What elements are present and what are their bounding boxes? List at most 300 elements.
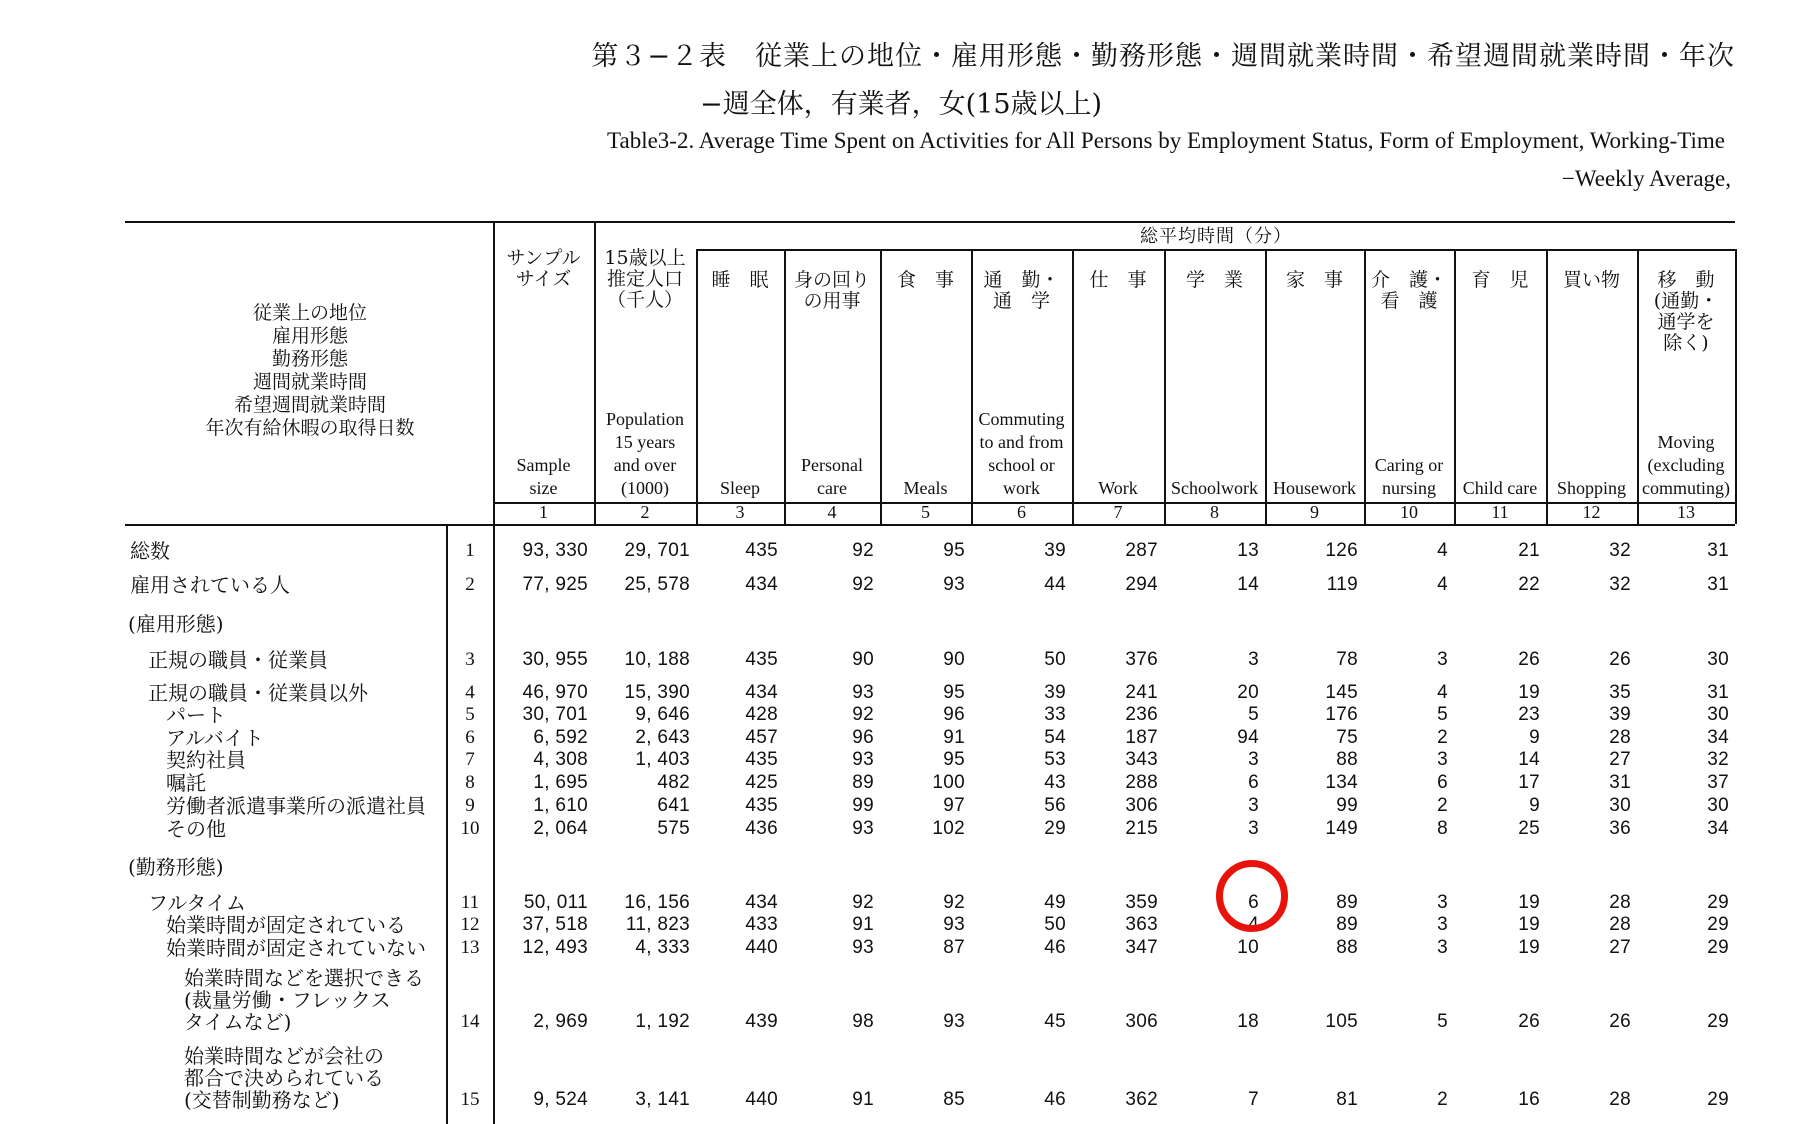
table-cell: 10 — [1237, 937, 1259, 958]
table-cell: 49 — [1044, 892, 1066, 913]
table-cell: 87 — [943, 937, 965, 958]
table-cell: 2, 064 — [533, 818, 588, 839]
table-cell: 126 — [1325, 540, 1358, 561]
row-number: 5 — [465, 704, 475, 725]
table-cell: 29 — [1707, 892, 1729, 913]
table-cell: 9, 524 — [533, 1089, 588, 1110]
column-number: 6 — [1017, 502, 1026, 522]
table-cell: 30, 701 — [522, 704, 588, 725]
column-header-en — [1265, 477, 1364, 500]
table-cell: 2 — [1437, 727, 1448, 748]
table-cell: 94 — [1237, 727, 1259, 748]
column-header-jp-line: （千人） — [606, 289, 683, 311]
table-title-en-line2: −Weekly Average, — [1561, 166, 1731, 191]
row-number: 4 — [465, 682, 475, 703]
column-header-en-line: Population — [605, 409, 684, 429]
column-header-en-line: nursing — [1382, 478, 1436, 498]
table-cell: 20 — [1237, 682, 1259, 703]
table-cell: 25, 578 — [624, 574, 690, 595]
table-cell: 436 — [745, 818, 778, 839]
table-cell: 32 — [1707, 749, 1729, 770]
table-cell: 482 — [657, 772, 690, 793]
column-header-en — [880, 477, 971, 500]
stub-header-line: 勤務形態 — [271, 348, 348, 370]
table-cell: 53 — [1044, 749, 1066, 770]
table-cell: 26 — [1609, 649, 1631, 670]
table-cell: 363 — [1125, 914, 1158, 935]
column-header-en-line: to and from — [979, 432, 1064, 452]
row-label — [148, 892, 246, 914]
table-cell: 3 — [1437, 914, 1448, 935]
row-label — [166, 914, 406, 936]
table-cell: 88 — [1336, 749, 1358, 770]
column-header-en — [696, 477, 784, 500]
column-header-jp — [1072, 270, 1164, 291]
row-label — [166, 749, 246, 771]
table-cell: 1, 695 — [533, 772, 588, 793]
table-cell: 30 — [1707, 795, 1729, 816]
column-header-jp-line: 推定人口 — [606, 268, 683, 290]
row-number: 11 — [460, 892, 480, 913]
table-cell: 29 — [1707, 937, 1729, 958]
row-label-line: パート — [166, 703, 226, 727]
table-cell: 440 — [745, 1089, 778, 1110]
column-header-en — [493, 454, 594, 500]
table-cell: 433 — [745, 914, 778, 935]
column-header-en-line: Personal — [801, 455, 863, 475]
group-rule — [696, 249, 1735, 251]
table-cell: 56 — [1044, 795, 1066, 816]
table-cell: 434 — [745, 892, 778, 913]
table-cell: 14 — [1237, 574, 1259, 595]
table-cell: 3 — [1437, 749, 1448, 770]
column-header-jp-line: 介 護・ — [1370, 269, 1447, 291]
table-cell: 29 — [1707, 1089, 1729, 1110]
column-divider — [493, 221, 495, 1124]
table-cell: 31 — [1609, 772, 1631, 793]
table-cell: 19 — [1518, 914, 1540, 935]
table-cell: 5 — [1248, 704, 1259, 725]
table-cell: 288 — [1125, 772, 1158, 793]
table-cell: 46 — [1044, 937, 1066, 958]
column-header-jp-line: 学 業 — [1185, 269, 1243, 291]
table-cell: 92 — [852, 704, 874, 725]
row-label — [128, 856, 224, 878]
column-header-jp — [971, 270, 1072, 312]
column-header-en-line: Work — [1098, 478, 1138, 498]
table-cell: 3 — [1437, 649, 1448, 670]
header-bottom-full-rule — [125, 524, 1735, 526]
table-cell: 26 — [1518, 649, 1540, 670]
column-header-en-line: Moving — [1657, 432, 1715, 452]
table-cell: 435 — [745, 749, 778, 770]
table-cell: 3 — [1248, 649, 1259, 670]
column-number: 2 — [640, 502, 650, 522]
table-cell: 9 — [1529, 795, 1540, 816]
column-header-jp-line: 身の回り — [793, 269, 870, 291]
table-cell: 99 — [852, 795, 874, 816]
column-header-jp — [1637, 270, 1735, 354]
table-cell: 2, 643 — [635, 727, 690, 748]
table-cell: 23 — [1518, 704, 1540, 725]
row-label — [128, 613, 224, 635]
table-cell: 145 — [1325, 682, 1358, 703]
table-cell: 50 — [1044, 914, 1066, 935]
table-cell: 92 — [852, 574, 874, 595]
table-cell: 306 — [1125, 795, 1158, 816]
row-number: 8 — [465, 772, 475, 793]
column-header-jp-line: サンプル — [506, 247, 581, 269]
column-header-en-line: Child care — [1462, 478, 1538, 498]
column-number: 10 — [1400, 502, 1418, 522]
table-cell: 34 — [1707, 818, 1729, 839]
table-cell: 4, 308 — [533, 749, 588, 770]
column-header-jp-line: の用事 — [803, 290, 861, 312]
column-header-jp-line: サイズ — [515, 268, 572, 290]
row-number: 15 — [460, 1089, 480, 1110]
table-cell: 31 — [1707, 574, 1729, 595]
table-cell: 26 — [1518, 1011, 1540, 1032]
column-header-en — [594, 408, 696, 500]
column-header-en-line: Shopping — [1556, 478, 1626, 498]
table-cell: 30 — [1609, 795, 1631, 816]
row-label-line: タイムなど) — [184, 1010, 292, 1034]
table-cell: 21 — [1518, 540, 1540, 561]
table-cell: 25 — [1518, 818, 1540, 839]
table-cell: 4, 333 — [635, 937, 690, 958]
column-header-en-line: Meals — [903, 478, 948, 498]
table-cell: 19 — [1518, 892, 1540, 913]
table-cell: 28 — [1609, 1089, 1631, 1110]
row-label — [166, 727, 264, 749]
table-cell: 1, 403 — [635, 749, 690, 770]
table-cell: 1, 610 — [533, 795, 588, 816]
row-label-line: 始業時間が固定されていない — [166, 936, 426, 960]
column-number: 11 — [1491, 502, 1509, 522]
row-number: 6 — [465, 727, 475, 748]
column-number: 9 — [1310, 502, 1319, 522]
row-label — [166, 937, 426, 959]
table-cell: 149 — [1325, 818, 1358, 839]
table-cell: 96 — [852, 727, 874, 748]
table-cell: 45 — [1044, 1011, 1066, 1032]
column-header-jp-line: 家 事 — [1285, 269, 1343, 291]
table-cell: 35 — [1609, 682, 1631, 703]
table-cell: 3 — [1437, 892, 1448, 913]
column-header-en-line: size — [529, 478, 558, 498]
table-cell: 95 — [943, 682, 965, 703]
table-cell: 92 — [943, 892, 965, 913]
row-label — [130, 540, 170, 562]
row-label-line: 契約社員 — [166, 748, 246, 772]
column-number: 8 — [1210, 502, 1219, 522]
row-label — [166, 704, 226, 726]
table-cell: 236 — [1125, 704, 1158, 725]
table-cell: 287 — [1125, 540, 1158, 561]
column-header-jp — [880, 270, 971, 291]
table-cell: 28 — [1609, 914, 1631, 935]
table-cell: 26 — [1609, 1011, 1631, 1032]
stub-header-line: 週間就業時間 — [252, 371, 367, 393]
table-cell: 12, 493 — [522, 937, 588, 958]
column-header-en-line: school or — [988, 455, 1055, 475]
table-cell: 15, 390 — [624, 682, 690, 703]
column-header-jp-line: 除く) — [1663, 332, 1709, 354]
table-cell: 4 — [1437, 540, 1448, 561]
table-cell: 575 — [657, 818, 690, 839]
row-label-line: (交替制勤務など) — [184, 1088, 340, 1112]
column-header-jp-line: 15歳以上 — [604, 247, 686, 269]
table-cell: 362 — [1125, 1089, 1158, 1110]
group-header: 総平均時間（分） — [1140, 226, 1292, 247]
table-cell: 9 — [1529, 727, 1540, 748]
column-header-jp-line: 通学を — [1657, 311, 1715, 333]
table-cell: 39 — [1044, 540, 1066, 561]
table-cell: 6 — [1248, 892, 1259, 913]
column-header-jp-line: 看 護 — [1380, 290, 1438, 312]
table-cell: 294 — [1125, 574, 1158, 595]
column-header-jp-line: 買い物 — [1562, 269, 1620, 291]
column-header-en-line: (1000) — [621, 478, 669, 498]
table-cell: 641 — [657, 795, 690, 816]
column-header-jp — [493, 248, 594, 290]
table-cell: 5 — [1437, 1011, 1448, 1032]
column-header-en — [1164, 477, 1265, 500]
table-cell: 77, 925 — [522, 574, 588, 595]
table-cell: 29 — [1044, 818, 1066, 839]
table-cell: 39 — [1609, 704, 1631, 725]
table-cell: 93 — [943, 574, 965, 595]
row-label-line: 総数 — [130, 539, 170, 563]
table-cell: 176 — [1325, 704, 1358, 725]
table-cell: 50 — [1044, 649, 1066, 670]
row-label-line: 正規の職員・従業員以外 — [148, 681, 368, 705]
table-cell: 29 — [1707, 914, 1729, 935]
table-cell: 30 — [1707, 649, 1729, 670]
table-cell: 31 — [1707, 540, 1729, 561]
table-cell: 93 — [852, 749, 874, 770]
table-cell: 29, 701 — [624, 540, 690, 561]
table-cell: 30 — [1707, 704, 1729, 725]
row-label-line: (勤務形態) — [128, 855, 224, 879]
red-circle-annotation — [1216, 860, 1288, 932]
column-header-jp — [1546, 270, 1637, 291]
row-number: 7 — [465, 749, 475, 770]
table-title-jp-line2: −週全体，有業者，女(15歳以上) — [700, 89, 1103, 120]
table-cell: 100 — [932, 772, 965, 793]
table-cell: 11, 823 — [625, 914, 690, 935]
row-label — [130, 574, 290, 596]
table-cell: 33 — [1044, 704, 1066, 725]
table-cell: 425 — [745, 772, 778, 793]
table-cell: 19 — [1518, 937, 1540, 958]
table-cell: 3 — [1248, 749, 1259, 770]
table-cell: 50, 011 — [523, 892, 588, 913]
column-header-en-line: and over — [613, 455, 677, 475]
table-cell: 92 — [852, 540, 874, 561]
row-label-line: フルタイム — [148, 891, 246, 915]
table-cell: 90 — [852, 649, 874, 670]
table-cell: 91 — [943, 727, 965, 748]
stub-header-line: 希望週間就業時間 — [233, 394, 386, 416]
table-cell: 434 — [745, 682, 778, 703]
row-label — [184, 1045, 384, 1111]
column-header-jp — [696, 270, 784, 291]
table-cell: 28 — [1609, 892, 1631, 913]
table-cell: 28 — [1609, 727, 1631, 748]
row-label-line: 労働者派遣事業所の派遣社員 — [166, 794, 426, 818]
column-header-en — [1546, 477, 1637, 500]
column-header-en-line: Sleep — [720, 478, 760, 498]
table-cell: 97 — [943, 795, 965, 816]
row-label-line: 雇用されている人 — [130, 573, 290, 597]
row-label — [184, 967, 424, 1033]
table-cell: 91 — [852, 1089, 874, 1110]
column-header-jp — [1364, 270, 1454, 312]
table-cell: 89 — [852, 772, 874, 793]
table-cell: 14 — [1518, 749, 1540, 770]
table-cell: 98 — [852, 1011, 874, 1032]
table-cell: 7 — [1248, 1089, 1259, 1110]
row-number: 14 — [460, 1011, 480, 1032]
table-cell: 440 — [745, 937, 778, 958]
table-cell: 343 — [1125, 749, 1158, 770]
table-cell: 46 — [1044, 1089, 1066, 1110]
table-cell: 89 — [1336, 892, 1358, 913]
table-cell: 54 — [1044, 727, 1066, 748]
row-label-line: (裁量労働・フレックス — [184, 988, 391, 1012]
table-cell: 36 — [1609, 818, 1631, 839]
table-cell: 3 — [1248, 818, 1259, 839]
row-number: 9 — [465, 795, 475, 816]
row-label — [166, 818, 226, 840]
column-header-en — [1072, 477, 1164, 500]
table-cell: 5 — [1437, 704, 1448, 725]
column-number: 3 — [735, 502, 745, 522]
column-number: 5 — [921, 502, 930, 522]
table-cell: 1, 192 — [635, 1011, 690, 1032]
table-cell: 93 — [852, 937, 874, 958]
table-cell: 187 — [1125, 727, 1158, 748]
row-label-line: 始業時間が固定されている — [166, 913, 406, 937]
stub-header — [150, 302, 470, 440]
row-number: 1 — [465, 540, 475, 561]
column-number: 4 — [827, 502, 837, 522]
row-label-line: 都合で決められている — [184, 1066, 384, 1090]
table-cell: 105 — [1325, 1011, 1358, 1032]
table-cell: 93 — [852, 818, 874, 839]
table-cell: 88 — [1336, 937, 1358, 958]
row-label — [166, 772, 206, 794]
table-cell: 347 — [1125, 937, 1158, 958]
column-header-en-line: Caring or — [1374, 455, 1444, 475]
table-cell: 89 — [1336, 914, 1358, 935]
table-cell: 16 — [1518, 1089, 1540, 1110]
table-cell: 39 — [1044, 682, 1066, 703]
row-label — [148, 682, 368, 704]
column-header-jp-line: 仕 事 — [1089, 269, 1147, 291]
table-cell: 3 — [1248, 795, 1259, 816]
table-cell: 457 — [745, 727, 778, 748]
table-cell: 435 — [745, 540, 778, 561]
stub-header-line: 従業上の地位 — [252, 302, 367, 324]
table-cell: 43 — [1044, 772, 1066, 793]
column-header-en — [1637, 431, 1735, 500]
table-cell: 44 — [1044, 574, 1066, 595]
column-header-en-line: commuting) — [1642, 478, 1730, 498]
table-cell: 37 — [1707, 772, 1729, 793]
table-cell: 96 — [943, 704, 965, 725]
table-cell: 27 — [1609, 937, 1631, 958]
column-number: 12 — [1582, 502, 1601, 522]
column-header-en-line: (excluding — [1647, 455, 1725, 475]
column-header-jp — [784, 270, 880, 312]
table-cell: 34 — [1707, 727, 1729, 748]
column-header-en-line: 15 years — [614, 432, 676, 452]
table-cell: 81 — [1336, 1089, 1358, 1110]
table-cell: 30, 955 — [522, 649, 588, 670]
column-header-en-line: Sample — [516, 455, 571, 475]
column-header-en — [784, 454, 880, 500]
column-header-jp — [594, 248, 696, 311]
table-cell: 92 — [852, 892, 874, 913]
column-header-en-line: care — [817, 478, 847, 498]
row-label — [166, 795, 426, 817]
column-header-jp-line: 睡 眠 — [711, 269, 769, 291]
table-cell: 439 — [745, 1011, 778, 1032]
column-header-en-line: Commuting — [978, 409, 1065, 429]
table-cell: 215 — [1125, 818, 1158, 839]
row-number: 12 — [460, 914, 480, 935]
table-cell: 4 — [1248, 914, 1259, 935]
table-cell: 32 — [1609, 574, 1631, 595]
table-cell: 306 — [1125, 1011, 1158, 1032]
column-header-jp-line: (通勤・ — [1653, 290, 1719, 312]
table-cell: 9, 646 — [635, 704, 690, 725]
table-cell: 16, 156 — [624, 892, 690, 913]
table-cell: 13 — [1237, 540, 1259, 561]
table-cell: 10, 188 — [624, 649, 690, 670]
table-cell: 6 — [1248, 772, 1259, 793]
table-cell: 75 — [1336, 727, 1358, 748]
table-cell: 17 — [1518, 772, 1540, 793]
column-header-jp-line: 食 事 — [896, 269, 954, 291]
column-header-en-line: work — [1003, 478, 1040, 498]
table-cell: 4 — [1437, 574, 1448, 595]
table-cell: 18 — [1237, 1011, 1259, 1032]
table-cell: 93 — [852, 682, 874, 703]
table-cell: 29 — [1707, 1011, 1729, 1032]
column-number: 7 — [1113, 502, 1123, 522]
table-cell: 102 — [932, 818, 965, 839]
table-cell: 434 — [745, 574, 778, 595]
table-cell: 435 — [745, 649, 778, 670]
column-header-en — [971, 408, 1072, 500]
table-cell: 3, 141 — [635, 1089, 690, 1110]
table-cell: 428 — [745, 704, 778, 725]
table-cell: 27 — [1609, 749, 1631, 770]
table-cell: 95 — [943, 540, 965, 561]
column-header-en-line: Schoolwork — [1171, 478, 1258, 498]
row-label-line: アルバイト — [166, 726, 264, 750]
table-cell: 99 — [1336, 795, 1358, 816]
column-header-jp-line: 通 勤・ — [983, 269, 1060, 291]
table-cell: 95 — [943, 749, 965, 770]
column-header-jp — [1265, 270, 1364, 291]
table-cell: 19 — [1518, 682, 1540, 703]
table-cell: 2 — [1437, 1089, 1448, 1110]
column-divider — [1735, 249, 1737, 524]
